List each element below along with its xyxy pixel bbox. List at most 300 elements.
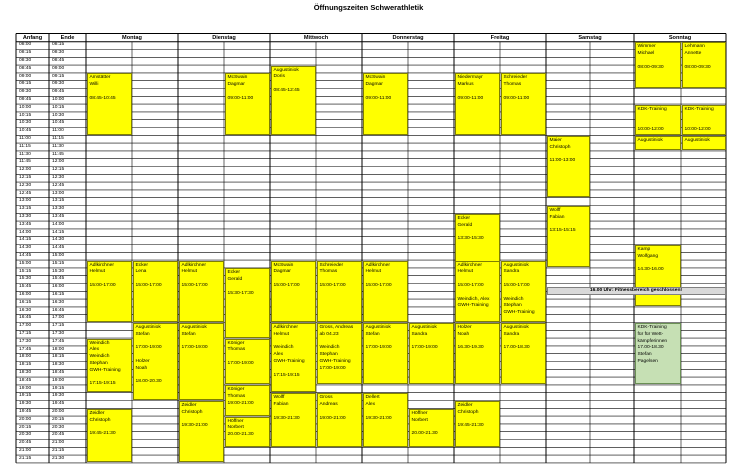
block-line: 17:00-19:00 xyxy=(411,345,438,351)
end-time: 14:00 xyxy=(52,221,65,227)
schedule-block xyxy=(317,323,362,384)
end-time: 11:30 xyxy=(52,143,64,149)
block-line: 15:00-17:00 xyxy=(457,282,484,288)
block-line: Stephan xyxy=(503,303,522,309)
block-line: Doris xyxy=(273,74,285,80)
block-line: 20.00-21.30 xyxy=(411,431,438,437)
block-line: Helmut xyxy=(457,269,473,275)
block-line: Markus xyxy=(457,82,474,88)
block-line xyxy=(685,58,724,65)
block-line: Holzer xyxy=(135,358,150,364)
schedule-block xyxy=(317,261,362,322)
block-line: 10:00-12:00 xyxy=(684,126,711,132)
block-line: Norbert xyxy=(227,425,244,431)
block-line xyxy=(274,276,314,283)
header-day-dienstag: Dienstag xyxy=(212,34,236,41)
end-time: 15:45 xyxy=(52,276,65,282)
start-time: 09:15 xyxy=(19,81,32,87)
block-line xyxy=(504,290,544,297)
closure-notice: 16.00 Uhr: Fitnessbereich geschlossen! xyxy=(547,287,726,295)
block-line: 19:30-21:00 xyxy=(365,415,392,421)
block-line: 15:00-17:00 xyxy=(319,282,346,288)
block-line: Wolff xyxy=(549,208,561,213)
schedule-block xyxy=(133,261,178,322)
start-time: 16:30 xyxy=(19,307,32,313)
block-line xyxy=(274,81,314,88)
block-line: 19:45-21:30 xyxy=(457,423,484,429)
block-line xyxy=(685,120,724,127)
block-line: Kamp xyxy=(637,247,651,252)
block-line xyxy=(274,409,314,416)
block-line xyxy=(366,89,406,96)
end-time: 11:00 xyxy=(52,128,64,134)
header-day-freitag: Freitag xyxy=(490,34,510,41)
start-time: 10:15 xyxy=(19,112,32,118)
end-time: 14:15 xyxy=(52,229,65,235)
block-line: Höffner xyxy=(227,418,244,424)
schedule-block xyxy=(225,385,270,415)
block-line: Wimmer xyxy=(637,44,656,50)
start-time: 10:45 xyxy=(19,128,32,134)
block-line: 09:00-11:00 xyxy=(457,95,484,101)
schedule-block xyxy=(501,323,546,384)
end-time: 20:45 xyxy=(52,432,65,438)
block-line xyxy=(320,276,360,283)
block-line xyxy=(504,276,544,283)
block-line xyxy=(320,409,360,416)
start-time: 08:00 xyxy=(19,42,32,48)
block-line: 15:00-17:00 xyxy=(503,282,530,288)
block-line: Alex xyxy=(273,352,284,358)
block-line xyxy=(638,58,679,65)
start-time: 17:45 xyxy=(19,346,32,352)
end-time: 20:15 xyxy=(52,416,65,422)
end-time: 10:45 xyxy=(52,120,65,126)
start-time: 13:45 xyxy=(19,221,32,227)
block-line: Lehmann xyxy=(684,44,705,50)
block-line: Helmut xyxy=(181,269,197,275)
block-line: Dagmar xyxy=(227,82,245,88)
block-line: Christoph xyxy=(181,409,203,415)
schedule-block xyxy=(501,73,546,134)
block-line: GWH-Training xyxy=(503,310,535,316)
block-line: 15:00-17:00 xyxy=(135,282,162,288)
start-time: 14:15 xyxy=(19,237,32,243)
end-time: 19:30 xyxy=(52,393,65,399)
schedule-block xyxy=(87,409,132,463)
schedule-block xyxy=(133,323,178,400)
start-time: 17:15 xyxy=(19,330,32,336)
block-line xyxy=(274,366,314,373)
start-time: 16:00 xyxy=(19,291,32,297)
schedule-block xyxy=(271,261,316,322)
block-line: 08:00-09:30 xyxy=(637,64,664,70)
end-time: 17:00 xyxy=(52,315,65,321)
block-line: Höffner xyxy=(411,410,428,416)
block-line: 08:45-10:45 xyxy=(89,95,116,101)
block-line: 10:00-12:00 xyxy=(637,126,664,132)
schedule-block xyxy=(455,261,500,322)
block-line: GWH-Training xyxy=(89,367,121,373)
start-time: 09:00 xyxy=(19,73,32,79)
schedule-block xyxy=(363,393,408,447)
block-line: Weindich xyxy=(273,345,294,351)
block-line: 19:30-21:00 xyxy=(181,423,208,429)
block-line: Augustiniok xyxy=(411,325,437,330)
end-time: 09:00 xyxy=(52,65,65,71)
start-time: 12:15 xyxy=(19,174,32,180)
schedule-block xyxy=(501,261,546,322)
end-time: 16:45 xyxy=(52,307,65,313)
block-line xyxy=(136,352,176,359)
block-line: 19:30-21:30 xyxy=(273,415,300,421)
block-line: Norbert xyxy=(411,417,428,423)
block-line: Zeidler xyxy=(89,410,105,416)
start-time: 19:30 xyxy=(19,401,32,407)
schedule-block xyxy=(87,73,132,134)
block-line: Zeidler xyxy=(457,403,473,408)
schedule-block xyxy=(455,401,500,447)
end-time: 15:00 xyxy=(52,252,65,258)
end-time: 12:30 xyxy=(52,174,65,180)
block-line xyxy=(136,276,176,283)
block-line: Alex xyxy=(89,347,100,353)
block-line: KDK-Training xyxy=(637,106,667,112)
schedule-block xyxy=(179,401,224,462)
end-time: 18:00 xyxy=(52,346,65,352)
start-time: 20:00 xyxy=(19,416,32,422)
schedule-block xyxy=(635,136,681,151)
schedule-block xyxy=(179,323,224,400)
block-line xyxy=(458,290,498,297)
block-line: Niedermayr xyxy=(457,75,483,81)
block-line: Thomas xyxy=(227,394,246,400)
block-line: KDK-Training xyxy=(684,106,714,112)
block-line: Gerald xyxy=(457,222,473,228)
schedule-block xyxy=(363,73,408,134)
block-line: McSwain xyxy=(273,262,294,268)
end-time: 18:45 xyxy=(52,369,65,375)
schedule-block xyxy=(547,206,590,267)
block-line: 11:00-13:00 xyxy=(549,158,576,164)
block-line: 15:00-17:00 xyxy=(89,282,116,288)
block-line: 13:15-15:15 xyxy=(549,228,576,234)
block-line: Schreieder xyxy=(503,75,528,81)
start-time: 17:30 xyxy=(19,338,32,344)
schedule-block xyxy=(363,323,408,384)
start-time: 14:45 xyxy=(19,252,32,258)
block-line: 15:00-17:00 xyxy=(273,282,300,288)
start-time: 12:30 xyxy=(19,182,32,188)
start-time: 21:15 xyxy=(19,455,32,461)
block-line: 17:00-19:00 xyxy=(135,345,162,351)
block-line: 18.00-20.30 xyxy=(135,379,162,385)
end-time: 21:15 xyxy=(52,447,65,453)
schedule-block xyxy=(635,105,681,135)
block-line: Noah xyxy=(135,365,148,371)
start-time: 15:45 xyxy=(19,284,32,290)
block-line: Augustiniok xyxy=(684,137,710,143)
start-time: 18:15 xyxy=(19,362,32,368)
end-time: 14:45 xyxy=(52,245,65,251)
end-time: 13:00 xyxy=(52,190,65,196)
block-line: Stephan xyxy=(319,352,338,358)
block-line: GWH-Training xyxy=(319,358,351,364)
block-line: Maier xyxy=(549,137,562,143)
end-time: 12:15 xyxy=(52,167,65,173)
start-time: 11:45 xyxy=(19,159,31,165)
block-line: Dagmar xyxy=(273,269,291,275)
block-line: 14.30-16.00 xyxy=(637,267,664,273)
block-line: Gerald xyxy=(227,277,243,283)
block-line xyxy=(638,120,679,127)
schedule-block xyxy=(635,323,681,384)
start-time: 18:45 xyxy=(19,377,32,383)
start-time: 10:30 xyxy=(19,120,32,126)
block-line: 17.00-18.30 xyxy=(503,345,530,351)
block-line: Königer xyxy=(227,340,245,346)
block-line xyxy=(458,89,498,96)
block-line: Thomas xyxy=(227,347,246,353)
block-line: Christoph xyxy=(549,144,571,150)
block-line: GWH-Training xyxy=(457,303,489,309)
start-time: 12:00 xyxy=(19,167,32,173)
block-line: Pagelsen xyxy=(637,358,658,364)
block-line: Adlkirchner xyxy=(457,262,482,268)
start-time: 08:15 xyxy=(19,50,32,56)
end-time: 11:15 xyxy=(52,135,64,141)
start-time: 21:00 xyxy=(19,447,32,453)
schedule-block xyxy=(635,42,681,88)
block-line: Weindich xyxy=(319,345,340,351)
start-time: 15:00 xyxy=(19,260,32,266)
header-start: Anfang xyxy=(22,34,43,41)
block-line: Sandra xyxy=(503,331,520,337)
block-line: Zeidler xyxy=(181,403,197,408)
block-line: 17.00-18.30 xyxy=(637,345,664,351)
block-line: Stefan xyxy=(365,331,380,337)
block-line: Holzer xyxy=(457,325,472,330)
block-line: Stefan xyxy=(637,352,652,358)
start-time: 09:30 xyxy=(19,89,32,95)
block-line: Augustiniok xyxy=(365,325,391,330)
start-time: 20:15 xyxy=(19,424,32,430)
block-line: 16.30-19.30 xyxy=(457,345,484,351)
end-time: 15:15 xyxy=(52,260,65,266)
block-line: Helmut xyxy=(89,269,105,275)
end-time: 13:45 xyxy=(52,213,65,219)
schedule-block xyxy=(225,339,270,385)
schedule-block xyxy=(87,339,132,393)
block-line xyxy=(228,89,268,96)
block-line xyxy=(458,276,498,283)
block-line: Augustiniok xyxy=(181,325,207,330)
start-time: 11:15 xyxy=(19,143,31,149)
schedule-block xyxy=(682,42,726,88)
block-line: Ecker xyxy=(457,215,471,221)
block-line xyxy=(638,113,679,120)
end-time: 21:00 xyxy=(52,440,65,446)
start-time: 10:00 xyxy=(19,104,32,110)
block-line: KDK-Training xyxy=(637,325,667,330)
block-line: 19:45-21:30 xyxy=(89,431,116,437)
end-time: 21:30 xyxy=(52,455,65,461)
end-time: 19:00 xyxy=(52,377,65,383)
end-time: 08:15 xyxy=(52,42,65,48)
schedule-block xyxy=(635,245,681,306)
block-line: Weindich, Alex xyxy=(457,296,490,302)
start-time: 09:45 xyxy=(19,96,32,102)
end-time: 15:30 xyxy=(52,268,65,274)
block-line: 15:00-17:00 xyxy=(365,282,392,288)
block-line: Schreieder xyxy=(319,262,344,268)
end-time: 08:45 xyxy=(52,57,65,63)
block-line: Andreas xyxy=(319,401,338,407)
end-time: 18:30 xyxy=(52,362,65,368)
block-line xyxy=(504,317,544,322)
end-time: 17:45 xyxy=(52,338,65,344)
end-time: 16:00 xyxy=(52,284,65,290)
block-line: Ecker xyxy=(227,270,241,276)
block-line: Adlkirchner xyxy=(181,262,206,268)
start-time: 18:30 xyxy=(19,369,32,375)
block-line: Thomas xyxy=(503,82,522,88)
block-line: 08:00-09:30 xyxy=(684,64,711,70)
start-time: 13:15 xyxy=(19,206,32,212)
block-line: Augustiniok xyxy=(135,325,161,330)
block-line: Alex xyxy=(365,401,376,407)
schedule-block xyxy=(225,73,270,134)
end-time: 19:45 xyxy=(52,401,65,407)
block-line: Sandra xyxy=(503,269,520,275)
block-line: Stefan xyxy=(181,331,196,337)
block-line: Christoph xyxy=(457,409,479,415)
start-time: 20:45 xyxy=(19,440,32,446)
end-time: 13:30 xyxy=(52,206,65,212)
schedule-block xyxy=(317,393,362,447)
end-time: 09:45 xyxy=(52,89,65,95)
schedule-block xyxy=(179,261,224,322)
start-time: 13:00 xyxy=(19,198,32,204)
end-time: 08:30 xyxy=(52,50,65,56)
start-time: 16:15 xyxy=(19,299,32,305)
block-line: Fabian xyxy=(273,401,289,407)
block-line: Noah xyxy=(457,331,470,337)
block-line: 19:00-21:00 xyxy=(319,415,346,421)
start-time: 14:00 xyxy=(19,229,32,235)
block-line: Gross xyxy=(319,395,333,401)
end-time: 20:00 xyxy=(52,408,65,414)
block-line: 17:00-19:00 xyxy=(181,345,208,351)
end-time: 09:15 xyxy=(52,73,65,79)
end-time: 19:15 xyxy=(52,385,65,391)
block-line: Sandra xyxy=(411,331,428,337)
start-time: 19:45 xyxy=(19,408,32,414)
block-line: 09:00-11:00 xyxy=(227,95,254,101)
block-line: 13:30-15:30 xyxy=(457,236,484,242)
block-line: 08:45-12:45 xyxy=(273,87,300,93)
block-line: Amstätter xyxy=(89,75,111,81)
block-line: Stephan xyxy=(89,360,108,366)
header-day-sonntag: Sonntag xyxy=(668,34,692,41)
schedule-block xyxy=(271,393,316,447)
schedule-block xyxy=(682,105,726,135)
header-day-donnerstag: Donnerstag xyxy=(392,34,424,41)
end-time: 10:30 xyxy=(52,112,65,118)
end-time: 16:30 xyxy=(52,299,65,305)
block-line xyxy=(90,89,130,96)
start-time: 11:30 xyxy=(19,151,31,157)
block-line: 09:00-11:00 xyxy=(503,95,530,101)
block-line: Weindich xyxy=(89,340,110,346)
header-day-mittwoch: Mittwoch xyxy=(303,34,329,41)
block-line: Christoph xyxy=(89,417,111,423)
block-line: 17:00-19:00 xyxy=(227,360,254,366)
start-time: 12:45 xyxy=(19,190,32,196)
end-time: 17:30 xyxy=(52,330,65,336)
block-line: 15:00-17:00 xyxy=(181,282,208,288)
end-time: 13:15 xyxy=(52,198,65,204)
block-line: Gross, Andreas xyxy=(319,325,354,330)
block-line: Fabian xyxy=(549,214,565,220)
end-time: 11:45 xyxy=(52,151,64,157)
block-line: Adlkirchner xyxy=(89,262,114,268)
block-line: GWH-Training xyxy=(273,358,305,364)
block-line: Weindich xyxy=(89,354,110,360)
schedule-block xyxy=(455,73,500,134)
header-day-montag: Montag xyxy=(122,34,142,41)
start-time: 19:15 xyxy=(19,393,32,399)
block-line: Ecker xyxy=(135,262,149,268)
block-line: 09:00-11:00 xyxy=(365,95,392,101)
block-line: für für Wett- xyxy=(637,331,664,337)
block-line: 17:00-19:00 xyxy=(319,365,346,371)
schedule-block xyxy=(455,323,500,384)
end-time: 17:15 xyxy=(52,323,65,329)
block-line: 20.00-21.30 xyxy=(227,432,254,438)
end-time: 20:30 xyxy=(52,424,65,430)
block-line xyxy=(90,276,130,283)
block-line: Königer xyxy=(227,387,245,393)
block-line: McSwain xyxy=(365,75,386,81)
block-line xyxy=(504,89,544,96)
block-line: Dagmar xyxy=(365,82,383,88)
schedule-block xyxy=(547,136,590,197)
schedule-block xyxy=(271,66,316,135)
block-line: Michael xyxy=(637,50,655,56)
schedule-block xyxy=(225,268,270,337)
block-line xyxy=(366,276,406,283)
block-line: Annette xyxy=(684,50,702,56)
block-line: 15:30-17:30 xyxy=(227,290,254,296)
start-time: 19:00 xyxy=(19,385,32,391)
start-time: 17:00 xyxy=(19,323,32,329)
end-time: 12:45 xyxy=(52,182,65,188)
schedule-block xyxy=(682,136,726,151)
block-line xyxy=(685,113,724,120)
header-end: Ende xyxy=(60,34,75,41)
start-time: 18:00 xyxy=(19,354,32,360)
header-day-samstag: Samstag xyxy=(578,34,602,41)
start-time: 11:00 xyxy=(19,135,31,141)
block-line: 17:15-19:15 xyxy=(89,381,116,387)
block-line: McSwain xyxy=(227,75,248,81)
start-time: 20:30 xyxy=(19,432,32,438)
block-line: Augustiniok xyxy=(503,325,529,330)
start-time: 08:30 xyxy=(19,57,32,63)
block-line xyxy=(228,354,268,361)
block-line: ab 04.23 xyxy=(319,331,339,337)
